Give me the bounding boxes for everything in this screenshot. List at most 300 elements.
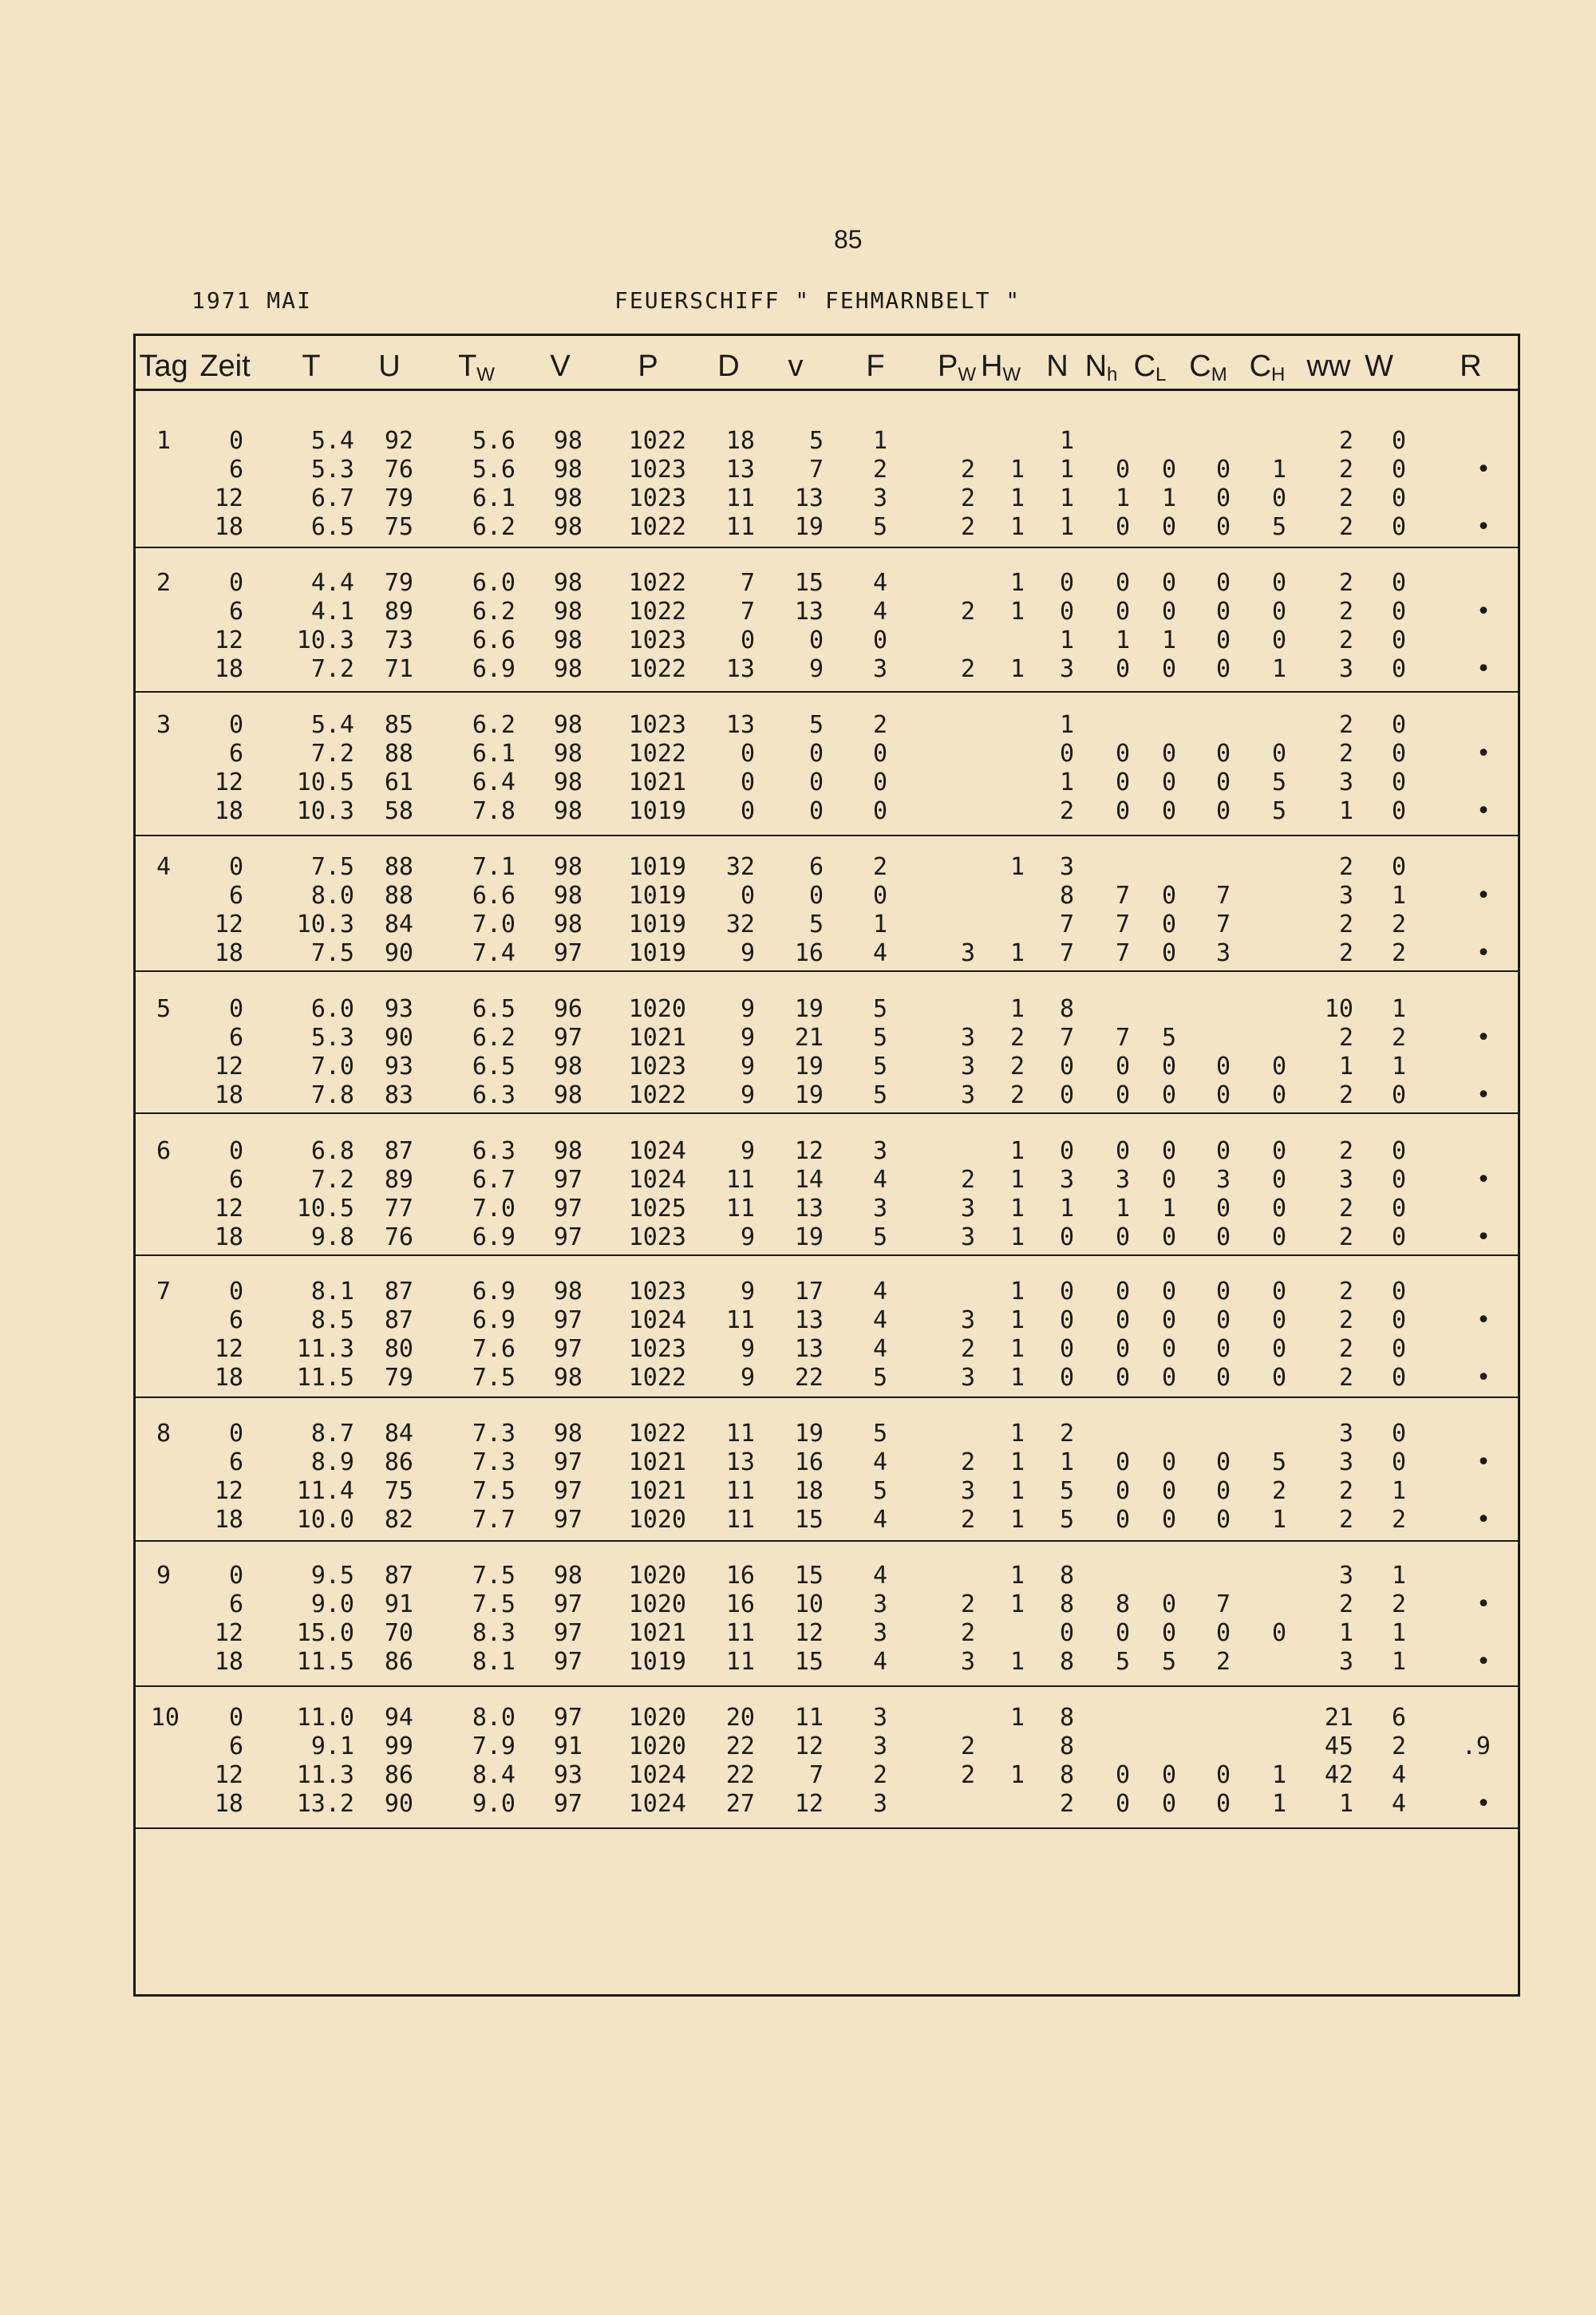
cell-vv: 16 [794, 939, 824, 967]
cell-nh: 0 [1115, 569, 1130, 597]
cell-w: 0 [1391, 513, 1406, 541]
cell-n: 0 [1059, 1223, 1074, 1251]
cell-p: 1022 [628, 513, 686, 541]
cell-cm: 0 [1215, 598, 1231, 626]
cell-vv: 11 [794, 1704, 824, 1732]
cell-hw: 1 [1009, 995, 1025, 1023]
cell-ww: 2 [1338, 427, 1353, 455]
cell-v: 97 [553, 1648, 583, 1676]
cell-p: 1022 [628, 427, 686, 455]
cell-t: 7.0 [310, 1053, 354, 1080]
col-header-v [550, 350, 570, 384]
cell-v: 98 [553, 1137, 583, 1165]
cell-t: 10.3 [296, 797, 354, 825]
cell-ch: 5 [1271, 513, 1286, 541]
cell-t: 8.1 [310, 1278, 354, 1306]
cell-hw: 1 [1009, 456, 1025, 484]
cell-hw: 1 [1009, 1195, 1025, 1223]
day-number: 1 [156, 427, 171, 455]
col-header-symbol: C [1249, 350, 1272, 383]
cell-ww: 3 [1338, 768, 1353, 796]
cell-p: 1021 [628, 1448, 686, 1476]
cell-cl: 0 [1161, 1477, 1176, 1505]
cell-f: 0 [872, 882, 887, 910]
col-header-symbol: V [550, 350, 571, 383]
cell-u: 90 [384, 1790, 413, 1818]
cell-tw: 6.6 [472, 882, 516, 910]
cell-vv: 18 [794, 1477, 824, 1505]
cell-nh: 8 [1115, 1590, 1130, 1618]
cell-u: 87 [384, 1306, 413, 1334]
day-divider [133, 547, 1520, 548]
cell-cl: 0 [1161, 1761, 1176, 1789]
col-header-symbol: Zeit [200, 350, 251, 383]
cell-tw: 7.5 [472, 1364, 516, 1392]
cell-f: 0 [872, 797, 887, 825]
cell-vv: 15 [794, 1562, 824, 1590]
cell-f: 5 [872, 1223, 887, 1251]
cell-d: 0 [740, 768, 755, 796]
cell-w: 0 [1391, 1306, 1406, 1334]
cell-f: 1 [872, 427, 887, 455]
cell-nh: 0 [1115, 598, 1130, 626]
cell-pw: 3 [960, 1195, 975, 1223]
col-header-subscript: W [958, 364, 977, 385]
col-header-symbol: F [866, 350, 885, 383]
cell-t: 6.0 [310, 995, 354, 1023]
day-divider [133, 1397, 1520, 1398]
cell-d: 22 [725, 1761, 755, 1789]
cell-v: 97 [553, 1195, 583, 1223]
day-number: 7 [156, 1278, 171, 1306]
cell-pw: 3 [960, 1477, 975, 1505]
cell-f: 3 [872, 484, 887, 512]
cell-ww: 45 [1324, 1732, 1353, 1760]
year-month-label: 1971 MAI [192, 287, 312, 314]
cell-tw: 5.6 [472, 427, 516, 455]
cell-n: 1 [1059, 1448, 1074, 1476]
cell-zeit: 18 [214, 1223, 243, 1251]
cell-p: 1022 [628, 569, 686, 597]
cell-hw: 2 [1009, 1053, 1025, 1080]
cell-w: 0 [1391, 1448, 1406, 1476]
cell-t: 11.4 [296, 1477, 354, 1505]
cell-n: 3 [1059, 853, 1074, 881]
cell-hw: 2 [1009, 1081, 1025, 1109]
cell-hw: 1 [1009, 853, 1025, 881]
col-header-symbol: ww [1306, 350, 1351, 383]
cell-u: 86 [384, 1648, 413, 1676]
cell-vv: 19 [794, 995, 824, 1023]
cell-ww: 2 [1338, 1278, 1353, 1306]
cell-pw: 3 [960, 1081, 975, 1109]
day-number: 4 [156, 853, 171, 881]
cell-w: 6 [1391, 1704, 1406, 1732]
cell-n: 1 [1059, 484, 1074, 512]
cell-d: 7 [740, 569, 755, 597]
cell-w: 0 [1391, 1195, 1406, 1223]
cell-d: 32 [725, 911, 755, 938]
cell-vv: 21 [794, 1024, 824, 1052]
cell-w: 0 [1391, 484, 1406, 512]
cell-vv: 19 [794, 1081, 824, 1109]
cell-cl: 0 [1161, 1306, 1176, 1334]
cell-ch: 0 [1271, 1195, 1286, 1223]
cell-w: 0 [1391, 1335, 1406, 1363]
cell-f: 4 [872, 939, 887, 967]
col-header-subscript: L [1156, 364, 1167, 385]
cell-tw: 6.9 [472, 1306, 516, 1334]
cell-d: 9 [740, 1053, 755, 1080]
cell-v: 97 [553, 1166, 583, 1194]
cell-cm: 0 [1215, 569, 1231, 597]
col-header-d [717, 350, 739, 384]
cell-nh: 1 [1115, 1195, 1130, 1223]
col-header-symbol: W [1365, 350, 1393, 383]
cell-zeit: 18 [214, 1648, 243, 1676]
col-header-subscript: h [1107, 364, 1118, 385]
cell-f: 0 [872, 626, 887, 654]
cell-n: 0 [1059, 569, 1074, 597]
cell-f: 0 [872, 768, 887, 796]
cell-cm: 0 [1215, 1137, 1231, 1165]
cell-u: 88 [384, 740, 413, 768]
cell-n: 1 [1059, 626, 1074, 654]
cell-n: 0 [1059, 1137, 1074, 1165]
col-header-t [302, 350, 320, 384]
cell-v: 97 [553, 1306, 583, 1334]
cell-f: 5 [872, 513, 887, 541]
cell-zeit: 0 [228, 1420, 243, 1448]
cell-vv: 15 [794, 569, 824, 597]
cell-zeit: 0 [228, 711, 243, 739]
cell-u: 79 [384, 1364, 413, 1392]
cell-v: 97 [553, 1790, 583, 1818]
cell-r: • [1476, 456, 1491, 484]
cell-tw: 9.0 [472, 1790, 516, 1818]
cell-zeit: 12 [214, 1477, 243, 1505]
cell-hw: 1 [1009, 484, 1025, 512]
cell-u: 87 [384, 1278, 413, 1306]
cell-hw: 1 [1009, 1364, 1025, 1392]
col-header-v [788, 350, 804, 384]
cell-cm: 0 [1215, 456, 1231, 484]
cell-ww: 2 [1338, 1024, 1353, 1052]
cell-ch: 0 [1271, 1223, 1286, 1251]
cell-u: 89 [384, 1166, 413, 1194]
cell-hw: 1 [1009, 1477, 1025, 1505]
cell-pw: 2 [960, 1761, 975, 1789]
cell-d: 9 [740, 1137, 755, 1165]
cell-f: 5 [872, 1024, 887, 1052]
cell-ww: 21 [1324, 1704, 1353, 1732]
cell-w: 2 [1391, 1590, 1406, 1618]
cell-r: • [1476, 1364, 1491, 1392]
cell-vv: 0 [808, 768, 824, 796]
cell-pw: 3 [960, 1024, 975, 1052]
cell-zeit: 0 [228, 427, 243, 455]
cell-hw: 1 [1009, 1590, 1025, 1618]
cell-u: 86 [384, 1448, 413, 1476]
cell-p: 1022 [628, 598, 686, 626]
cell-pw: 2 [960, 484, 975, 512]
col-header-u [378, 350, 400, 384]
cell-n: 8 [1059, 995, 1074, 1023]
cell-n: 8 [1059, 882, 1074, 910]
cell-hw: 1 [1009, 1448, 1025, 1476]
cell-zeit: 12 [214, 1619, 243, 1647]
cell-pw: 2 [960, 456, 975, 484]
cell-n: 7 [1059, 911, 1074, 938]
cell-nh: 7 [1115, 939, 1130, 967]
cell-hw: 1 [1009, 1704, 1025, 1732]
cell-f: 4 [872, 1562, 887, 1590]
cell-u: 80 [384, 1335, 413, 1363]
cell-nh: 0 [1115, 1761, 1130, 1789]
col-header-cl [1134, 350, 1167, 386]
cell-ww: 3 [1338, 1562, 1353, 1590]
cell-pw: 3 [960, 1364, 975, 1392]
cell-tw: 6.5 [472, 995, 516, 1023]
cell-u: 86 [384, 1761, 413, 1789]
col-header-symbol: T [458, 350, 477, 383]
cell-ww: 2 [1338, 1335, 1353, 1363]
cell-t: 7.2 [310, 1166, 354, 1194]
cell-vv: 15 [794, 1506, 824, 1534]
col-header-symbol: N [1084, 350, 1108, 383]
cell-ww: 2 [1338, 853, 1353, 881]
cell-u: 90 [384, 1024, 413, 1052]
cell-u: 75 [384, 513, 413, 541]
cell-zeit: 18 [214, 1364, 243, 1392]
cell-d: 9 [740, 1081, 755, 1109]
cell-n: 3 [1059, 655, 1074, 683]
cell-nh: 0 [1115, 1306, 1130, 1334]
cell-f: 5 [872, 1364, 887, 1392]
cell-tw: 6.7 [472, 1166, 516, 1194]
cell-f: 5 [872, 995, 887, 1023]
cell-cm: 0 [1215, 513, 1231, 541]
cell-vv: 0 [808, 882, 824, 910]
cell-u: 91 [384, 1590, 413, 1618]
cell-vv: 9 [808, 655, 824, 683]
cell-cm: 0 [1215, 768, 1231, 796]
cell-nh: 0 [1115, 1223, 1130, 1251]
cell-n: 8 [1059, 1761, 1074, 1789]
cell-v: 97 [553, 1223, 583, 1251]
cell-n: 0 [1059, 1053, 1074, 1080]
cell-cm: 3 [1215, 939, 1231, 967]
cell-p: 1023 [628, 626, 686, 654]
cell-ww: 2 [1338, 513, 1353, 541]
cell-cm: 0 [1215, 1761, 1231, 1789]
cell-f: 4 [872, 1166, 887, 1194]
cell-cm: 0 [1215, 1335, 1231, 1363]
cell-r: • [1476, 1648, 1491, 1676]
cell-pw: 2 [960, 513, 975, 541]
cell-nh: 0 [1115, 1081, 1130, 1109]
cell-v: 97 [553, 1506, 583, 1534]
cell-u: 82 [384, 1506, 413, 1534]
cell-ch: 0 [1271, 1306, 1286, 1334]
cell-ch: 0 [1271, 626, 1286, 654]
cell-nh: 0 [1115, 513, 1130, 541]
col-header-zeit [200, 350, 250, 384]
cell-vv: 0 [808, 626, 824, 654]
cell-p: 1021 [628, 1024, 686, 1052]
cell-ch: 5 [1271, 768, 1286, 796]
cell-v: 98 [553, 655, 583, 683]
cell-ww: 2 [1338, 484, 1353, 512]
cell-n: 5 [1059, 1477, 1074, 1505]
cell-ww: 2 [1338, 569, 1353, 597]
cell-r: • [1476, 598, 1491, 626]
cell-f: 0 [872, 740, 887, 768]
cell-w: 1 [1391, 1619, 1406, 1647]
cell-ch: 0 [1271, 1081, 1286, 1109]
cell-f: 2 [872, 853, 887, 881]
cell-cm: 0 [1215, 1081, 1231, 1109]
cell-ww: 2 [1338, 711, 1353, 739]
cell-ww: 1 [1338, 797, 1353, 825]
cell-hw: 1 [1009, 1506, 1025, 1534]
cell-u: 83 [384, 1081, 413, 1109]
cell-p: 1024 [628, 1306, 686, 1334]
cell-nh: 0 [1115, 1137, 1130, 1165]
cell-tw: 7.8 [472, 797, 516, 825]
cell-vv: 7 [808, 456, 824, 484]
cell-zeit: 6 [228, 1306, 243, 1334]
cell-cl: 0 [1161, 1448, 1176, 1476]
day-divider [133, 1112, 1520, 1114]
cell-v: 98 [553, 626, 583, 654]
cell-cm: 0 [1215, 484, 1231, 512]
cell-zeit: 12 [214, 1335, 243, 1363]
col-header-symbol: Tag [139, 350, 188, 383]
cell-w: 0 [1391, 1278, 1406, 1306]
cell-pw: 3 [960, 1306, 975, 1334]
cell-d: 18 [725, 427, 755, 455]
cell-ww: 2 [1338, 939, 1353, 967]
day-divider [133, 1685, 1520, 1687]
cell-r: • [1476, 1506, 1491, 1534]
cell-cm: 2 [1215, 1648, 1231, 1676]
cell-w: 2 [1391, 1024, 1406, 1052]
cell-cl: 0 [1161, 1790, 1176, 1818]
cell-v: 98 [553, 853, 583, 881]
cell-cl: 0 [1161, 1223, 1176, 1251]
cell-cm: 0 [1215, 1364, 1231, 1392]
col-header-p [638, 350, 658, 384]
cell-f: 5 [872, 1081, 887, 1109]
cell-v: 98 [553, 598, 583, 626]
cell-zeit: 6 [228, 598, 243, 626]
col-header-symbol: T [302, 350, 321, 383]
cell-r: • [1476, 1166, 1491, 1194]
cell-t: 10.5 [296, 768, 354, 796]
cell-f: 2 [872, 456, 887, 484]
cell-f: 3 [872, 1732, 887, 1760]
cell-r: • [1476, 1223, 1491, 1251]
cell-w: 0 [1391, 797, 1406, 825]
cell-cl: 0 [1161, 882, 1176, 910]
cell-cm: 0 [1215, 1053, 1231, 1080]
cell-hw: 1 [1009, 1278, 1025, 1306]
cell-d: 20 [725, 1704, 755, 1732]
cell-tw: 6.6 [472, 626, 516, 654]
cell-p: 1023 [628, 1053, 686, 1080]
cell-cl: 1 [1161, 626, 1176, 654]
cell-vv: 7 [808, 1761, 824, 1789]
cell-ww: 2 [1338, 1506, 1353, 1534]
cell-v: 97 [553, 1448, 583, 1476]
cell-u: 75 [384, 1477, 413, 1505]
cell-nh: 0 [1115, 740, 1130, 768]
cell-tw: 6.2 [472, 513, 516, 541]
cell-d: 13 [725, 1448, 755, 1476]
cell-p: 1023 [628, 1335, 686, 1363]
cell-vv: 19 [794, 513, 824, 541]
cell-u: 73 [384, 626, 413, 654]
cell-t: 8.0 [310, 882, 354, 910]
cell-d: 9 [740, 1024, 755, 1052]
cell-ww: 2 [1338, 1081, 1353, 1109]
cell-zeit: 6 [228, 1732, 243, 1760]
cell-v: 93 [553, 1761, 583, 1789]
cell-cm: 3 [1215, 1166, 1231, 1194]
cell-vv: 16 [794, 1448, 824, 1476]
day-divider [133, 970, 1520, 972]
cell-nh: 7 [1115, 1024, 1130, 1052]
cell-cm: 0 [1215, 1195, 1231, 1223]
cell-w: 1 [1391, 1053, 1406, 1080]
cell-vv: 12 [794, 1137, 824, 1165]
cell-zeit: 18 [214, 655, 243, 683]
cell-zeit: 12 [214, 1761, 243, 1789]
cell-nh: 0 [1115, 1053, 1130, 1080]
cell-f: 3 [872, 1195, 887, 1223]
cell-p: 1019 [628, 882, 686, 910]
cell-vv: 13 [794, 484, 824, 512]
cell-p: 1024 [628, 1166, 686, 1194]
cell-pw: 2 [960, 1166, 975, 1194]
cell-d: 0 [740, 882, 755, 910]
col-header-pw [938, 350, 976, 386]
cell-w: 0 [1391, 1137, 1406, 1165]
cell-p: 1020 [628, 1590, 686, 1618]
cell-p: 1022 [628, 1081, 686, 1109]
cell-r: • [1476, 513, 1491, 541]
col-header-w [1365, 350, 1393, 384]
cell-cm: 0 [1215, 740, 1231, 768]
page-number: 85 [834, 225, 863, 254]
cell-ch: 0 [1271, 1166, 1286, 1194]
cell-ww: 2 [1338, 456, 1353, 484]
cell-v: 98 [553, 911, 583, 938]
cell-w: 0 [1391, 711, 1406, 739]
cell-zeit: 6 [228, 1448, 243, 1476]
cell-f: 5 [872, 1420, 887, 1448]
cell-f: 5 [872, 1477, 887, 1505]
cell-d: 9 [740, 1364, 755, 1392]
day-divider [133, 691, 1520, 693]
cell-n: 1 [1059, 1195, 1074, 1223]
cell-pw: 2 [960, 1590, 975, 1618]
cell-ww: 2 [1338, 911, 1353, 938]
cell-tw: 7.6 [472, 1335, 516, 1363]
cell-v: 98 [553, 1053, 583, 1080]
cell-ch: 0 [1271, 1278, 1286, 1306]
